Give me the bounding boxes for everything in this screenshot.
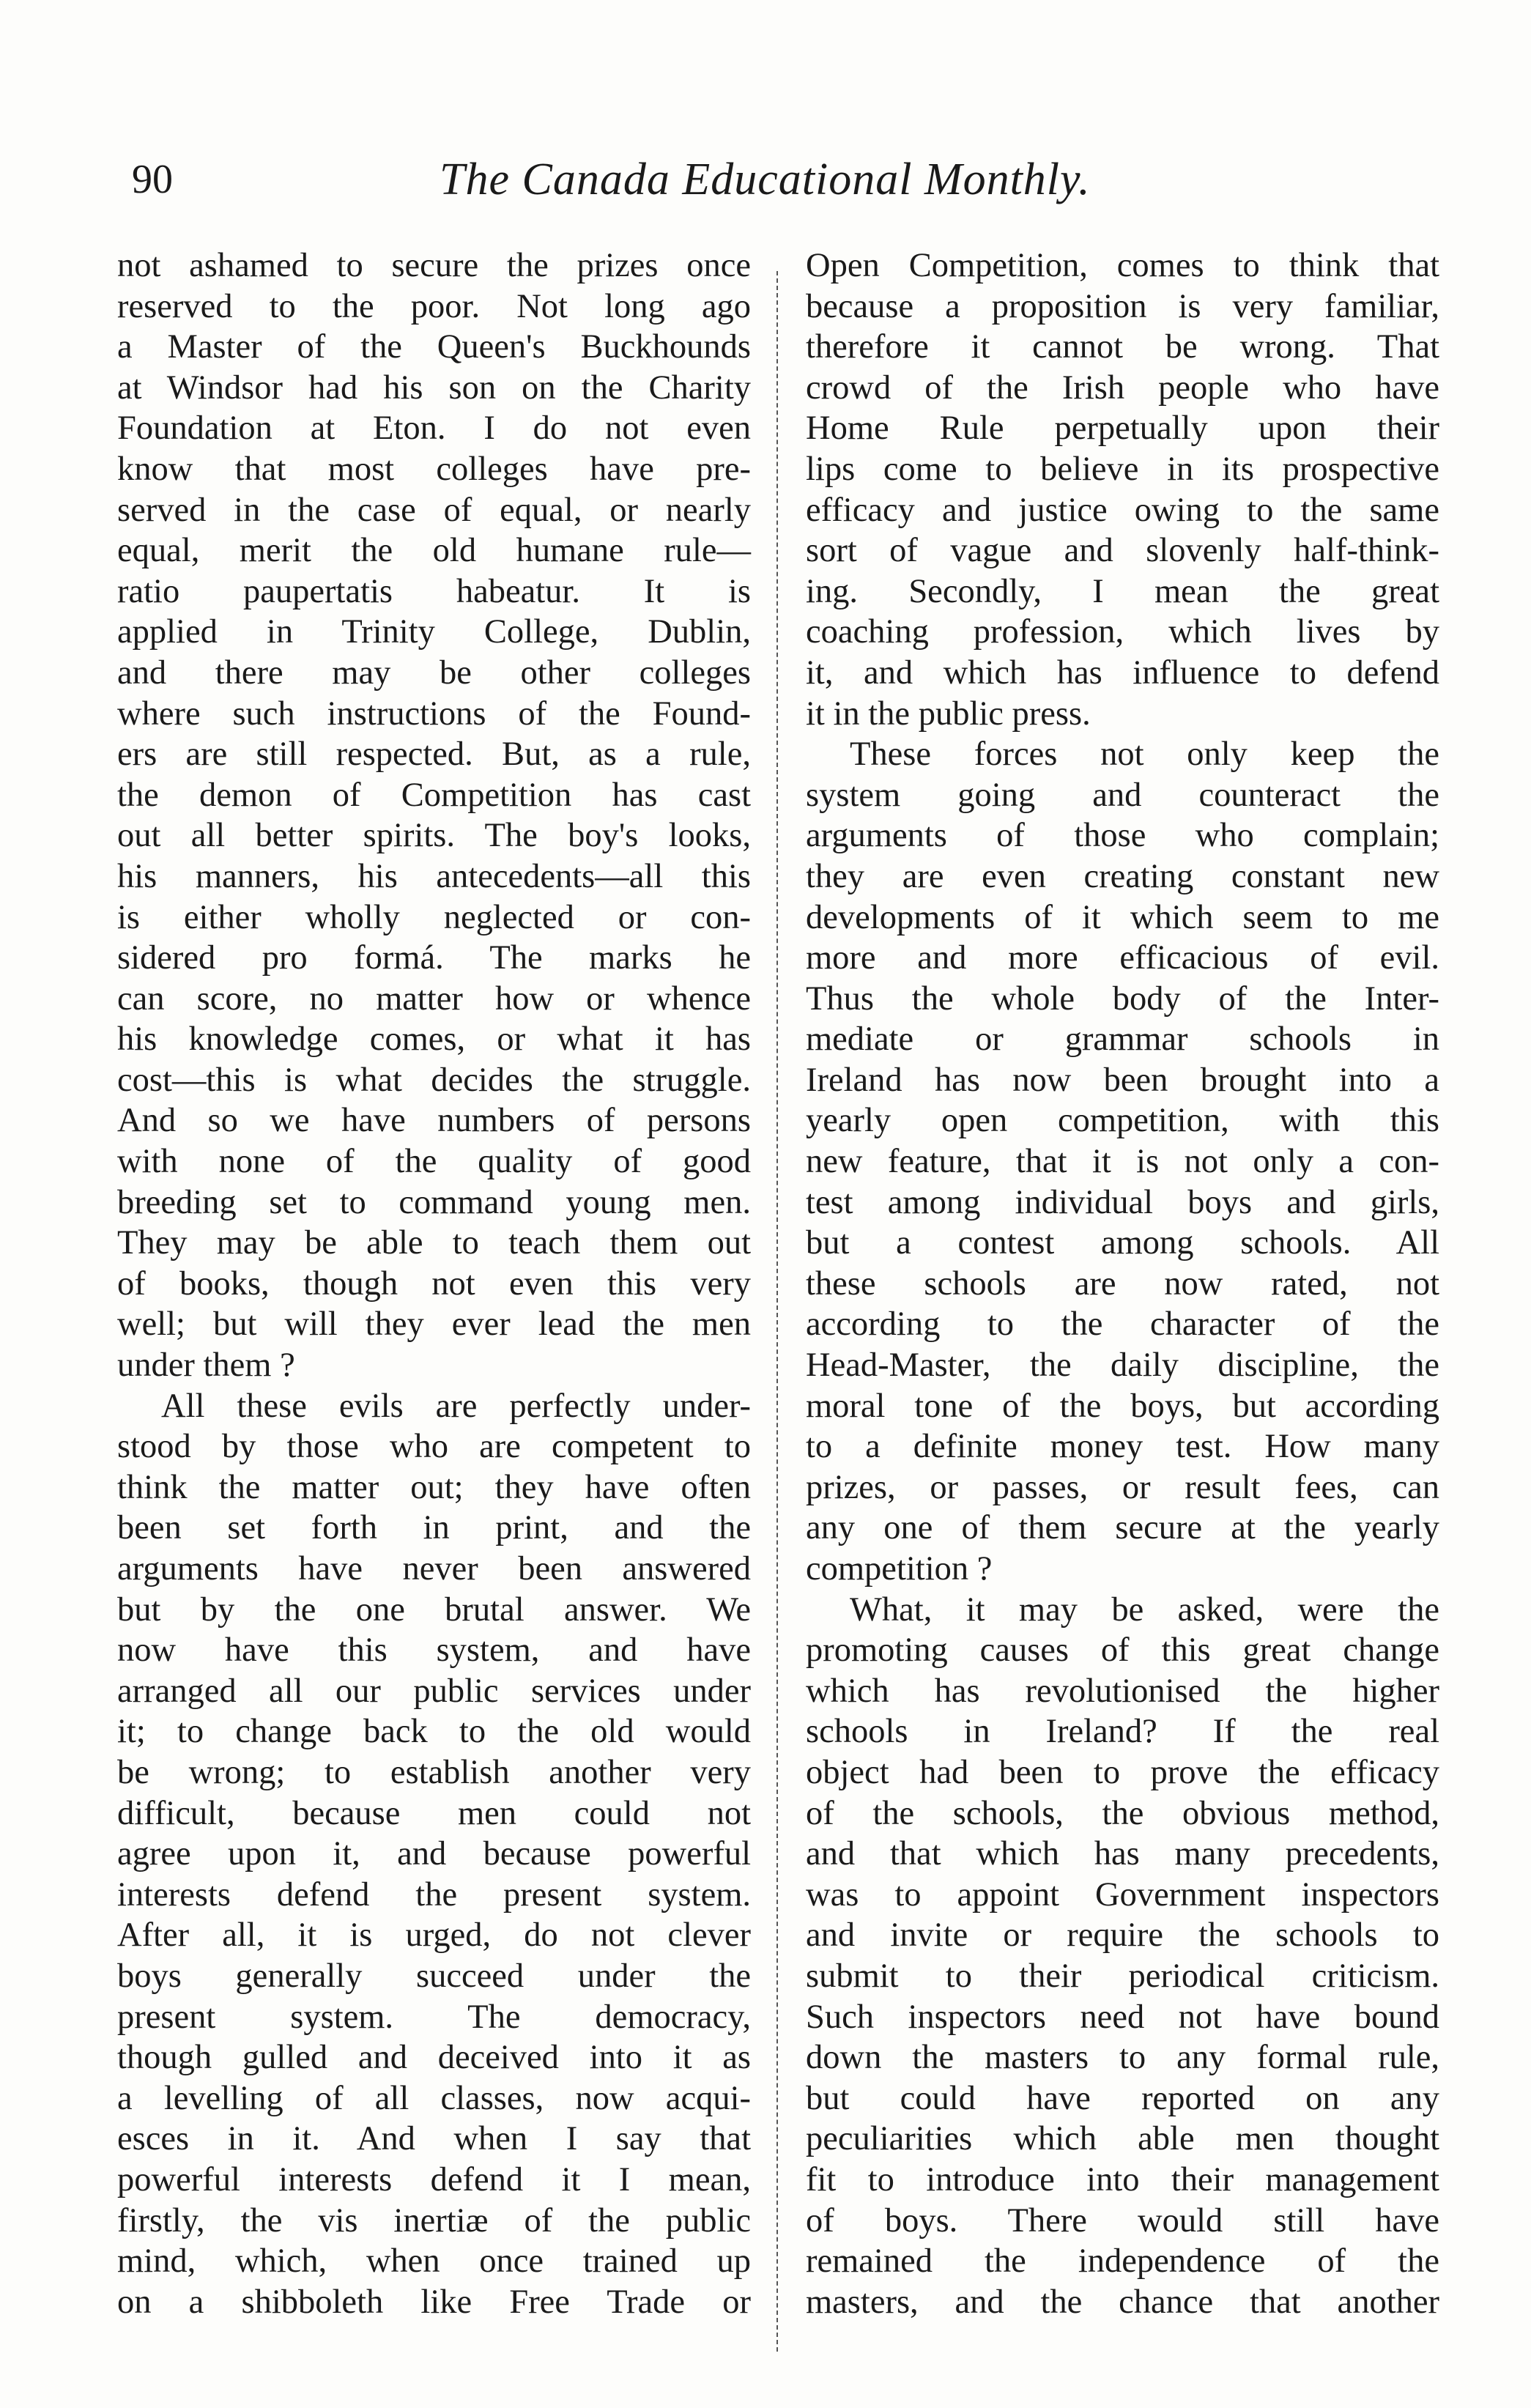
text-line: mediate or grammar schools in bbox=[806, 1020, 1439, 1059]
text-line: was to appoint Government inspectors bbox=[806, 1875, 1439, 1914]
text-line: which has revolutionised the higher bbox=[806, 1672, 1439, 1710]
column-divider bbox=[776, 271, 778, 2352]
text-line: These forces not only keep the bbox=[850, 736, 1439, 774]
text-line: peculiarities which able men thought bbox=[806, 2120, 1439, 2158]
text-line: difficult, because men could not bbox=[117, 1794, 751, 1832]
text-line: moral tone of the boys, but according bbox=[806, 1387, 1439, 1425]
text-line: Such inspectors need not have bound bbox=[806, 1998, 1439, 2036]
text-line: equal, merit the old humane rule— bbox=[117, 532, 751, 570]
text-line: sidered pro formá. The marks he bbox=[117, 939, 751, 977]
text-line: ratio paupertatis habeatur. It is bbox=[117, 572, 751, 610]
text-line: of books, though not even this very bbox=[117, 1264, 751, 1303]
text-line: lips come to believe in its prospective bbox=[806, 450, 1439, 488]
text-line: coaching profession, which lives by bbox=[806, 613, 1439, 651]
text-line: know that most colleges have pre- bbox=[117, 450, 751, 488]
text-line: arranged all our public services under bbox=[117, 1672, 751, 1710]
text-line: and invite or require the schools to bbox=[806, 1916, 1439, 1955]
text-line: sort of vague and slovenly half-think- bbox=[806, 532, 1439, 570]
text-line: arguments have never been answered bbox=[117, 1550, 751, 1588]
text-line: ing. Secondly, I mean the great bbox=[806, 572, 1439, 610]
text-line: not ashamed to secure the prizes once bbox=[117, 247, 751, 284]
running-title: The Canada Educational Monthly. bbox=[440, 155, 1091, 204]
text-line: present system. The democracy, bbox=[117, 1998, 751, 2036]
text-line: fit to introduce into their management bbox=[806, 2160, 1439, 2198]
text-line: to a definite money test. How many bbox=[806, 1428, 1439, 1466]
text-line: They may be able to teach them out bbox=[117, 1224, 751, 1262]
text-line: submit to their periodical criticism. bbox=[806, 1957, 1439, 1995]
text-line: under them ? bbox=[117, 1346, 295, 1385]
text-line: it in the public press. bbox=[806, 694, 1091, 733]
text-line: efficacy and justice owing to the same bbox=[806, 491, 1439, 529]
text-line: prizes, or passes, or result fees, can bbox=[806, 1468, 1439, 1506]
text-line: out all better spirits. The boy's looks, bbox=[117, 817, 751, 855]
text-line: masters, and the chance that another bbox=[806, 2283, 1439, 2321]
text-line: Thus the whole body of the Inter- bbox=[806, 979, 1439, 1018]
page-header bbox=[125, 150, 1450, 216]
text-line: on a shibboleth like Free Trade or bbox=[117, 2283, 751, 2321]
text-line: because a proposition is very familiar, bbox=[806, 287, 1439, 325]
text-line: think the matter out; they have often bbox=[117, 1468, 751, 1506]
text-line: therefore it cannot be wrong. That bbox=[806, 328, 1439, 366]
text-line: arguments of those who complain; bbox=[806, 817, 1439, 855]
text-line: yearly open competition, with this bbox=[806, 1102, 1439, 1140]
text-line: well; but will they ever lead the men bbox=[117, 1305, 751, 1344]
text-line: mind, which, when once trained up bbox=[117, 2242, 751, 2281]
text-line: with none of the quality of good bbox=[117, 1143, 751, 1181]
text-line: be wrong; to establish another very bbox=[117, 1753, 751, 1791]
text-line: Foundation at Eton. I do not even bbox=[117, 410, 751, 448]
text-line: and there may be other colleges bbox=[117, 653, 751, 692]
text-line: After all, it is urged, do not clever bbox=[117, 1916, 751, 1955]
text-line: promoting causes of this great change bbox=[806, 1631, 1439, 1670]
text-line: been set forth in print, and the bbox=[117, 1509, 751, 1547]
text-line: his knowledge comes, or what it has bbox=[117, 1020, 751, 1059]
text-line: agree upon it, and because powerful bbox=[117, 1835, 751, 1873]
text-line: served in the case of equal, or nearly bbox=[117, 491, 751, 529]
text-line: more and more efficacious of evil. bbox=[806, 939, 1439, 977]
text-line: though gulled and deceived into it as bbox=[117, 2039, 751, 2077]
text-line: Head-Master, the daily discipline, the bbox=[806, 1346, 1439, 1385]
text-line: but by the one brutal answer. We bbox=[117, 1590, 751, 1629]
text-line: now have this system, and have bbox=[117, 1631, 751, 1670]
text-line: any one of them secure at the yearly bbox=[806, 1509, 1439, 1547]
text-line: All these evils are perfectly under- bbox=[161, 1387, 751, 1425]
text-line: but a contest among schools. All bbox=[806, 1224, 1439, 1262]
text-line: where such instructions of the Found- bbox=[117, 694, 751, 733]
text-line: esces in it. And when I say that bbox=[117, 2120, 751, 2158]
text-line: Ireland has now been brought into a bbox=[806, 1061, 1439, 1099]
text-line: developments of it which seem to me bbox=[806, 898, 1439, 936]
text-line: And so we have numbers of persons bbox=[117, 1102, 751, 1140]
text-line: Home Rule perpetually upon their bbox=[806, 410, 1439, 448]
text-line: powerful interests defend it I mean, bbox=[117, 2160, 751, 2198]
text-line: stood by those who are competent to bbox=[117, 1428, 751, 1466]
page-number: 90 bbox=[132, 157, 173, 202]
text-line: interests defend the present system. bbox=[117, 1875, 751, 1914]
text-line: schools in Ireland? If the real bbox=[806, 1713, 1439, 1751]
text-line: but could have reported on any bbox=[806, 2079, 1439, 2117]
text-line: it, and which has influence to defend bbox=[806, 653, 1439, 692]
text-line: down the masters to any formal rule, bbox=[806, 2039, 1439, 2077]
text-line: it; to change back to the old would bbox=[117, 1713, 751, 1751]
left-column bbox=[117, 245, 751, 2322]
text-line: ers are still respected. But, as a rule, bbox=[117, 736, 751, 774]
text-line: reserved to the poor. Not long ago bbox=[117, 287, 751, 325]
text-line: a levelling of all classes, now acqui- bbox=[117, 2079, 751, 2117]
text-line: boys generally succeed under the bbox=[117, 1957, 751, 1995]
text-line: these schools are now rated, not bbox=[806, 1264, 1439, 1303]
text-line: crowd of the Irish people who have bbox=[806, 368, 1439, 407]
right-column bbox=[806, 245, 1439, 2322]
text-line: is either wholly neglected or con- bbox=[117, 898, 751, 936]
text-line: firstly, the vis inertiæ of the public bbox=[117, 2201, 751, 2240]
text-line: can score, no matter how or whence bbox=[117, 979, 751, 1018]
text-line: competition ? bbox=[806, 1550, 993, 1588]
text-line: test among individual boys and girls, bbox=[806, 1183, 1439, 1221]
text-line: system going and counteract the bbox=[806, 776, 1439, 814]
text-line: according to the character of the bbox=[806, 1305, 1439, 1344]
text-line: they are even creating constant new bbox=[806, 857, 1439, 895]
text-line: of boys. There would still have bbox=[806, 2201, 1439, 2240]
text-line: object had been to prove the efficacy bbox=[806, 1753, 1439, 1791]
text-line: Open Competition, comes to think that bbox=[806, 247, 1439, 284]
text-line: breeding set to command young men. bbox=[117, 1183, 751, 1221]
text-line: cost—this is what decides the struggle. bbox=[117, 1061, 751, 1099]
text-line: of the schools, the obvious method, bbox=[806, 1794, 1439, 1832]
text-line: and that which has many precedents, bbox=[806, 1835, 1439, 1873]
text-line: remained the independence of the bbox=[806, 2242, 1439, 2281]
text-line: What, it may be asked, were the bbox=[850, 1590, 1439, 1629]
text-line: new feature, that it is not only a con- bbox=[806, 1143, 1439, 1181]
text-line: applied in Trinity College, Dublin, bbox=[117, 613, 751, 651]
text-line: a Master of the Queen's Buckhounds bbox=[117, 328, 751, 366]
text-line: the demon of Competition has cast bbox=[117, 776, 751, 814]
text-line: at Windsor had his son on the Charity bbox=[117, 368, 751, 407]
text-line: his manners, his antecedents—all this bbox=[117, 857, 751, 895]
